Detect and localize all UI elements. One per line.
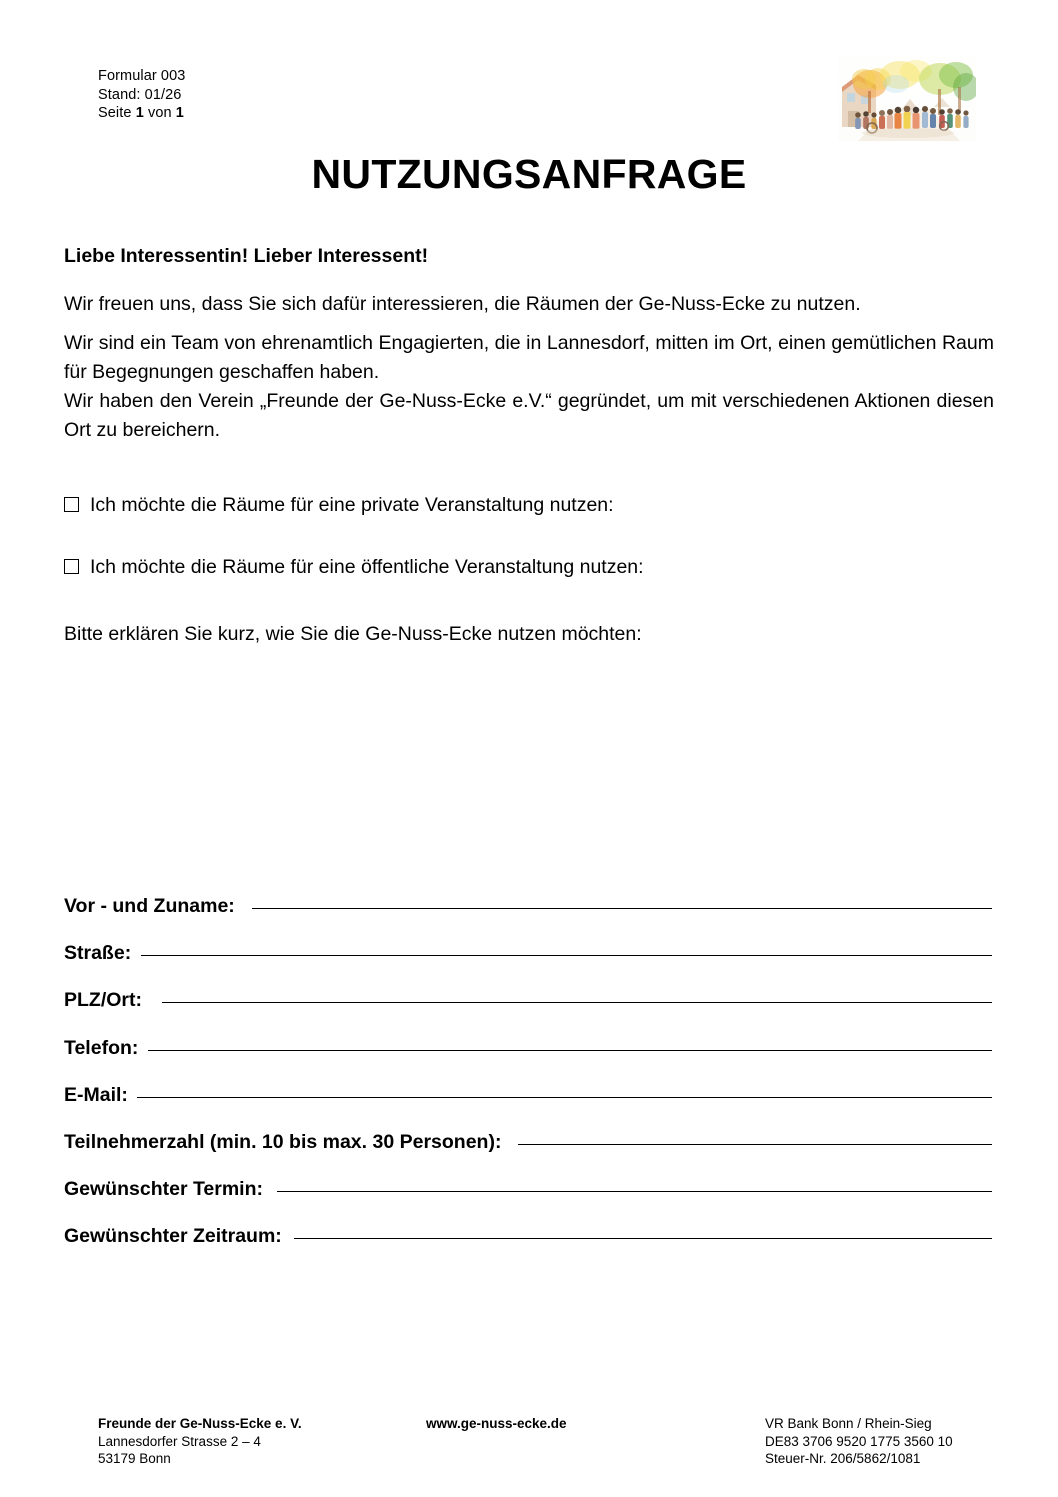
footer-street: Lannesdorfer Strasse 2 – 4 (98, 1433, 261, 1449)
applicant-fields (64, 893, 992, 1271)
field-label-desired-timeframe: Gewünschter Zeitraum: (64, 1225, 282, 1248)
field-input-email[interactable] (137, 1079, 992, 1098)
field-label-postcode-city: PLZ/Ort: (64, 989, 142, 1012)
form-number: Formular 003 (98, 68, 186, 84)
field-row-street[interactable] (64, 940, 992, 987)
option-public-event-label: Ich möchte die Räume für eine öffentliche Veranstaltung nutzen: (90, 556, 644, 578)
footer-bank-block (765, 1415, 953, 1468)
footer-organisation-block (98, 1415, 302, 1468)
usage-description-prompt: Bitte erklären Sie kurz, wie Sie die Ge-Nuss-Ecke nutzen möchten: (64, 623, 642, 645)
field-input-postcode-city[interactable] (162, 984, 992, 1003)
footer-website[interactable]: www.ge-nuss-ecke.de (426, 1416, 567, 1431)
salutation: Liebe Interessentin! Lieber Interessent! (64, 245, 429, 267)
page-total: 1 (175, 105, 184, 121)
footer-bank-name: VR Bank Bonn / Rhein-Sieg (765, 1416, 932, 1431)
field-label-participant-count: Teilnehmerzahl (min. 10 bis max. 30 Personen): (64, 1130, 502, 1153)
field-row-desired-date[interactable] (64, 1176, 992, 1223)
field-input-desired-date[interactable] (277, 1173, 992, 1192)
checkbox-private-event-icon[interactable] (64, 497, 79, 512)
field-input-phone[interactable] (148, 1032, 992, 1051)
field-input-participant-count[interactable] (518, 1126, 992, 1145)
option-private-event[interactable] (64, 492, 614, 518)
page-indicator-middle: von (143, 105, 176, 121)
option-private-event-label: Ich möchte die Räume für eine private Veranstaltung nutzen: (90, 494, 614, 516)
document-meta (98, 67, 185, 123)
intro-paragraph-1: Wir freuen uns, dass Sie sich dafür interessieren, die Räumen der Ge-Nuss-Ecke zu nutzen. (64, 293, 861, 315)
intro-paragraph-3: Wir haben den Verein „Freunde der Ge-Nuss-Ecke e.V.“ gegründet, um mit verschiedenen Aktionen diesen Ort zu bereichern. (64, 390, 994, 441)
footer-tax-number: Steuer-Nr. 206/5862/1081 (765, 1451, 921, 1466)
page-footer (0, 1415, 1058, 1485)
field-label-full-name: Vor - und Zuname: (64, 895, 235, 917)
field-row-phone[interactable] (64, 1035, 992, 1082)
watercolor-street-scene-icon (838, 57, 976, 141)
field-row-desired-timeframe[interactable] (64, 1223, 992, 1270)
field-row-email[interactable] (64, 1082, 992, 1129)
field-input-desired-timeframe[interactable] (294, 1220, 992, 1239)
field-label-desired-date: Gewünschter Termin: (64, 1178, 264, 1201)
intro-paragraph-2: Wir sind ein Team von ehrenamtlich Engagierten, die in Lannesdorf, mitten im Ort, einen gemütlichen Raum für Begegnungen geschaffen haben. (64, 332, 994, 383)
page-title: NUTZUNGSANFRAGE (311, 151, 747, 197)
field-row-participant-count[interactable] (64, 1129, 992, 1176)
page-indicator (98, 104, 185, 123)
footer-city: 53179 Bonn (98, 1451, 171, 1466)
field-row-postcode-city[interactable] (64, 987, 992, 1034)
field-label-street: Straße: (64, 942, 132, 965)
page-indicator-prefix: Seite (98, 105, 136, 121)
field-row-full-name[interactable] (64, 893, 992, 940)
footer-iban: DE83 3706 9520 1775 3560 10 (765, 1433, 953, 1449)
field-input-full-name[interactable] (252, 890, 992, 909)
field-label-email: E-Mail: (64, 1083, 128, 1106)
field-label-phone: Telefon: (64, 1036, 139, 1059)
revision-date: Stand: 01/26 (98, 86, 182, 103)
field-input-street[interactable] (141, 937, 992, 956)
footer-organisation-name: Freunde der Ge-Nuss-Ecke e. V. (98, 1416, 302, 1431)
option-public-event[interactable] (64, 554, 644, 580)
page-current: 1 (135, 105, 144, 121)
checkbox-public-event-icon[interactable] (64, 559, 79, 574)
